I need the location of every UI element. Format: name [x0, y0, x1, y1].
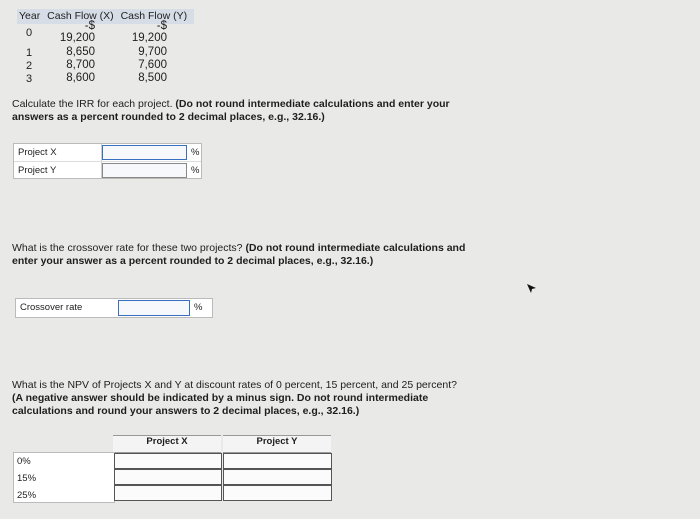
crossover-unit: % — [194, 302, 203, 313]
npv-input-project-y-25[interactable] — [223, 485, 332, 501]
crossover-rate-input[interactable] — [118, 300, 190, 316]
npv-question-note: (A negative answer should be indicated by a minus sign. Do not round intermediate calculations and round your answers to 2 decimal places, e.g., 32.16.) — [12, 392, 429, 417]
npv-header-project-y-label: Project Y — [256, 436, 298, 447]
irr-unit-project-y: % — [191, 165, 200, 176]
crossover-answer-row — [15, 298, 213, 318]
npv-input-project-x-0[interactable] — [114, 453, 222, 469]
irr-question-text: Calculate the IRR for each project. — [12, 98, 173, 110]
cursor-arrow-icon — [526, 283, 538, 295]
cash-flow-y-3: 8,500 — [138, 72, 167, 84]
cash-flow-x-2: 8,700 — [66, 59, 95, 71]
npv-header-project-x — [113, 435, 221, 453]
irr-unit-project-x: % — [191, 147, 200, 158]
npv-rate-0: 0% — [17, 456, 31, 467]
npv-rate-15: 15% — [17, 473, 37, 484]
header-cash-flow-x: Cash Flow (X) — [47, 10, 114, 22]
irr-label-project-y: Project Y — [18, 165, 57, 176]
npv-header-project-x-label: Project X — [146, 436, 188, 447]
irr-input-project-y[interactable] — [102, 163, 187, 178]
crossover-question-text: What is the crossover rate for these two projects? — [12, 242, 243, 254]
irr-label-project-x: Project X — [18, 147, 57, 158]
irr-instructions — [12, 98, 462, 124]
npv-rate-column — [13, 452, 115, 503]
cash-flow-y-2: 7,600 — [138, 59, 167, 71]
cash-flow-x-0: -$ 19,200 — [59, 20, 95, 44]
npv-question-text: What is the NPV of Projects X and Y at discount rates of 0 percent, 15 percent, and 25 percent? — [12, 379, 457, 391]
cash-flow-x-3: 8,600 — [66, 72, 95, 84]
crossover-label: Crossover rate — [20, 302, 83, 313]
irr-answer-table — [13, 143, 202, 179]
npv-rate-25: 25% — [17, 490, 37, 501]
header-year: Year — [19, 10, 41, 22]
year-2: 2 — [26, 60, 33, 72]
year-3: 3 — [26, 73, 33, 85]
npv-input-project-x-15[interactable] — [114, 469, 222, 485]
npv-input-project-y-15[interactable] — [223, 469, 332, 485]
npv-instructions — [12, 379, 462, 418]
cash-flow-y-1: 9,700 — [138, 46, 167, 58]
npv-input-project-y-0[interactable] — [223, 453, 332, 469]
npv-header-project-y — [223, 435, 331, 453]
irr-input-project-x[interactable] — [102, 145, 187, 160]
cash-flow-y-0: -$ 19,200 — [131, 20, 167, 44]
year-0: 0 — [26, 27, 33, 39]
year-1: 1 — [26, 47, 33, 59]
irr-question-note: (Do not round intermediate calculations and enter your answers as a percent rounded to 2 decimal places, e.g., 32.16.) — [12, 98, 450, 123]
npv-input-project-x-25[interactable] — [114, 485, 222, 501]
npv-answer-table — [13, 435, 333, 501]
irr-row-project-y — [14, 161, 201, 179]
irr-row-project-x — [14, 144, 201, 161]
cash-flow-x-1: 8,650 — [66, 46, 95, 58]
header-cash-flow-y: Cash Flow (Y) — [120, 10, 188, 22]
crossover-question-note: (Do not round intermediate calculations and enter your answer as a percent rounded to 2 decimal places, e.g., 32.16.) — [12, 242, 466, 267]
crossover-instructions — [12, 242, 467, 268]
